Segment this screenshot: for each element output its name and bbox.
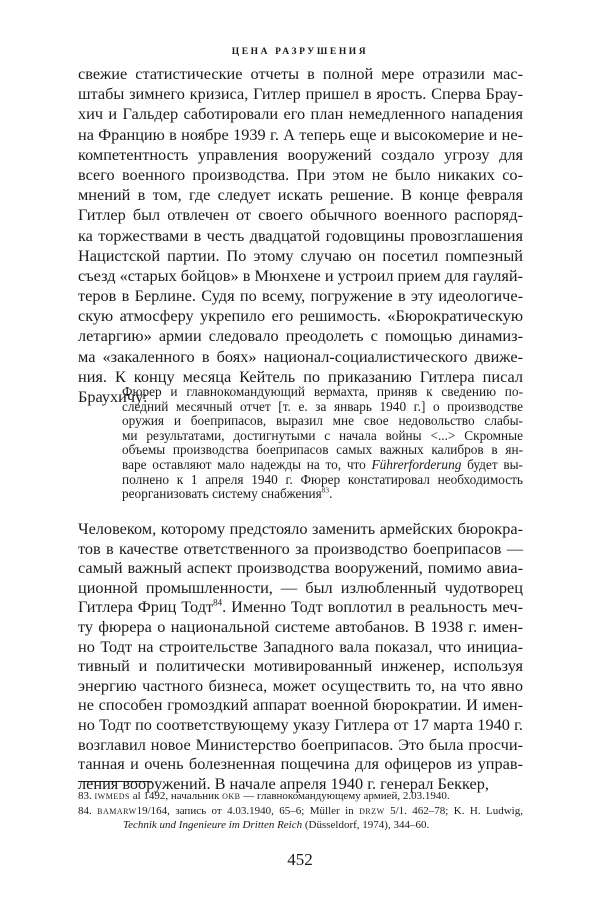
text-line <box>78 306 523 326</box>
text-segment: Гитлера Фриц Тодт <box>78 597 214 617</box>
text-line <box>78 578 523 598</box>
text-segment: ми результатами, достигнутыми с начала войны <...> Скромные <box>122 427 523 443</box>
text-segment: bamarw <box>97 804 137 817</box>
text-segment: но Тодт на строительстве Западного вала показал, что инициа- <box>78 636 523 656</box>
text-segment: будет вы- <box>461 456 523 472</box>
text-segment: но Тодт по соответствующему указу Гитлера от 17 марта 1940 г. <box>78 714 523 734</box>
text-line <box>78 676 523 696</box>
text-segment: 83. <box>78 790 95 802</box>
text-line <box>78 347 523 367</box>
text-line <box>78 597 523 617</box>
text-line <box>78 226 523 246</box>
text-segment: (Düsseldorf, 1974), 344–60. <box>302 819 430 832</box>
text-segment: Нацистской партии. По этому случаю он посетил помпезный <box>78 245 523 265</box>
text-segment: танная и очень болезненная пощечина для офицеров из управ- <box>78 754 523 774</box>
paragraph-1 <box>78 64 523 407</box>
page-number: 452 <box>287 850 313 869</box>
text-segment: компетентность управления вооружений создало угрозу для <box>78 144 523 164</box>
text-line <box>78 519 523 539</box>
text-segment: оружия и боеприпасов, выразил мне свое недовольство слабы- <box>122 413 523 429</box>
text-line <box>78 656 523 676</box>
text-segment: Фюрер и главнокомандующий вермахта, приняв к сведению по- <box>122 384 523 399</box>
text-segment: тивный и политически мотивированный инженер, используя <box>78 656 523 676</box>
text-segment: хич и Гальдер саботировали его план немедленного нападения <box>78 104 523 124</box>
text-line <box>78 286 523 306</box>
text-line <box>122 429 523 444</box>
text-segment: Technik und Ingenieure im Dritten Reich <box>123 819 303 832</box>
text-line <box>78 754 523 774</box>
text-segment: al 1492, начальник <box>129 790 223 802</box>
text-segment: следний месячный отчет [т. е. за январь 1940 г.] о производстве <box>122 398 523 414</box>
text-segment: ка торжествами в честь двадцатой годовщины провозглашения <box>78 225 523 245</box>
text-segment: 5/1. 462–78; K. H. Ludwig, <box>384 804 523 817</box>
footnotes <box>78 789 523 833</box>
text-line <box>78 145 523 165</box>
text-segment: drzw <box>359 804 385 817</box>
text-line <box>78 84 523 104</box>
text-line <box>78 617 523 637</box>
footnote-ref: 84 <box>213 597 223 608</box>
footnote-rule <box>78 781 152 782</box>
text-segment: Гитлер был отвлечен от своего обычного военного распоряд- <box>78 205 523 225</box>
text-segment: тов в качестве ответственного за производство боеприпасов — <box>78 538 523 558</box>
footnote-line <box>78 789 523 804</box>
text-segment: Человеком, которому предстояло заменить армейских бюрокра- <box>78 519 523 538</box>
text-segment: штабы зимнего кризиса, Гитлер пришел в ярость. Сперва Брау- <box>78 84 523 104</box>
footnote-line <box>78 804 523 819</box>
text-line <box>122 443 523 458</box>
text-segment: — главнокомандующему армией, 2.03.1940. <box>240 790 450 802</box>
text-line <box>78 558 523 578</box>
text-segment: ния. К концу месяца Кейтель по приказанию Гитлера писал <box>78 366 523 386</box>
text-segment: возглавил новое Министерство боеприпасов. Это была просчи- <box>78 734 523 754</box>
text-segment: на Францию в ноябре 1939 г. А теперь еще и высокомерие и не- <box>78 124 523 144</box>
text-segment: свежие статистические отчеты в полной мере отразили мас- <box>78 64 523 83</box>
text-line <box>122 400 523 415</box>
text-segment: съезд «старых бойцов» в Мюнхене и устроил прием для гауляй- <box>78 265 523 285</box>
text-line <box>78 104 523 124</box>
text-segment: скую атмосферу укрепило его решимость. «Бюрократическую <box>78 306 523 326</box>
text-segment: энергию частного бизнеса, может осуществить то, на что явно <box>78 675 523 695</box>
text-segment: iwmeds <box>94 790 130 802</box>
text-segment: Браухичу: <box>78 387 148 406</box>
block-quote <box>122 385 523 502</box>
footnote-ref: 83 <box>321 485 330 495</box>
text-segment: летаргию» армии следовало преодолеть с помощью динамиз- <box>78 326 523 346</box>
text-line <box>78 125 523 145</box>
text-segment: 19/164, запись от 4.03.1940, 65–6; Müller in <box>136 804 360 817</box>
text-segment: мнений в том, где следует искать решение. В конце февраля <box>78 185 523 205</box>
text-segment: ма «закаленного в боях» национал-социалистического движе- <box>78 346 523 366</box>
text-segment: самый важный аспект производства вооружений, помимо авиа- <box>78 558 523 578</box>
text-segment: 84. <box>78 804 98 817</box>
text-line <box>78 246 523 266</box>
text-segment: Führerforderung <box>371 456 462 472</box>
text-segment: не способен громоздкий аппарат военной бюрократии. И имен- <box>78 695 523 715</box>
text-line <box>78 326 523 346</box>
text-line <box>78 64 523 84</box>
text-line <box>78 165 523 185</box>
text-line <box>78 266 523 286</box>
paragraph-2 <box>78 519 523 793</box>
text-line <box>78 185 523 205</box>
text-line <box>78 735 523 755</box>
text-line <box>78 205 523 225</box>
text-line <box>78 637 523 657</box>
text-segment: варе оставляют мало надежды на то, что <box>122 456 372 472</box>
text-segment: okb <box>222 790 241 802</box>
text-segment: теров в Берлине. Судя по всему, погружение в эту идеологиче- <box>78 286 523 306</box>
text-segment: ционной промышленности, — был излюбленный чудотворец <box>78 577 523 597</box>
text-segment: ту фюрера о национальной системе автобанов. В 1938 г. имен- <box>78 616 523 636</box>
running-head: ЦЕНА РАЗРУШЕНИЯ <box>231 47 369 57</box>
text-segment: объемы производства боеприпасов самых важных калибров в ян- <box>122 442 523 458</box>
text-line <box>122 414 523 429</box>
text-line <box>78 695 523 715</box>
text-line <box>78 715 523 735</box>
text-line <box>122 385 523 400</box>
footnote-line <box>78 818 523 833</box>
text-segment: полнено к 1 апреля 1940 г. Фюрер констатировал необходимость <box>122 471 523 487</box>
text-segment: . <box>329 486 333 502</box>
text-line <box>78 539 523 559</box>
text-segment: всего военного производства. При этом не было никаких со- <box>78 164 523 184</box>
text-segment: ления вооружений. В начале апреля 1940 г. генерал Беккер, <box>78 773 489 793</box>
text-line <box>122 458 523 473</box>
text-segment: реорганизовать систему снабжения <box>122 486 322 502</box>
text-line <box>122 487 523 502</box>
text-segment: . Именно Тодт воплотил в реальность меч- <box>222 597 523 617</box>
